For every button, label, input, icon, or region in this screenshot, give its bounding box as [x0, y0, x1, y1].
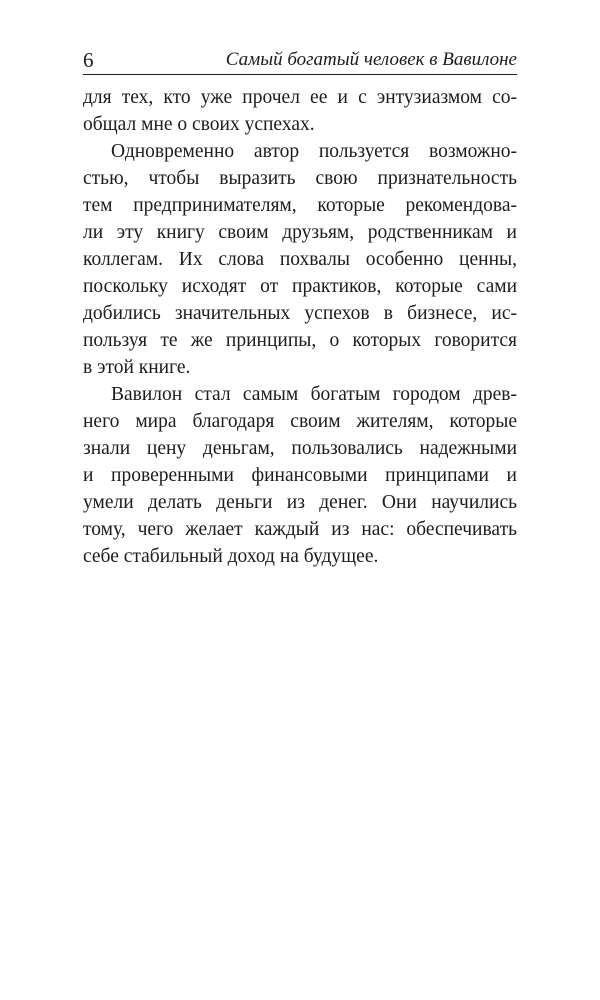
text-line: общал мне о своих успехах.: [83, 114, 315, 135]
text-line: ли эту книгу своим друзьям, родственникам и: [83, 222, 517, 243]
paragraph-3: [83, 381, 517, 570]
text-line: пользуя те же принципы, о которых говорится: [83, 330, 517, 351]
running-header: [83, 48, 517, 75]
text-line: него мира благодаря своим жителям, которые: [83, 411, 517, 432]
running-title: Самый богатый человек в Вавилоне: [225, 49, 517, 70]
text-line: умели делать деньги из денег. Они научились: [83, 492, 517, 513]
text-line: и проверенными финансовыми принципами и: [83, 465, 517, 486]
text-line: тому, чего желает каждый из нас: обеспечивать: [83, 519, 517, 540]
text-line: тем предпринимателям, которые рекомендова-: [83, 195, 517, 216]
text-line: стью, чтобы выразить свою признательность: [83, 168, 517, 189]
text-line: добились значительных успехов в бизнесе, ис-: [83, 303, 517, 324]
text-line: поскольку исходят от практиков, которые сами: [83, 276, 517, 297]
paragraph-1: [83, 84, 517, 138]
text-line: коллегам. Их слова похвалы особенно ценны,: [83, 249, 517, 270]
text-line: в этой книге.: [83, 357, 191, 378]
text-line: Одновременно автор пользуется возможно-: [111, 141, 517, 162]
paragraph-2: [83, 138, 517, 381]
text-line: себе стабильный доход на будущее.: [83, 546, 379, 567]
body-text: [83, 84, 517, 570]
text-line: для тех, кто уже прочел ее и с энтузиазмом со-: [83, 87, 517, 108]
page-number: 6: [83, 48, 94, 72]
text-line: Вавилон стал самым богатым городом древ-: [111, 384, 517, 405]
text-line: знали цену деньгам, пользовались надежными: [83, 438, 517, 459]
